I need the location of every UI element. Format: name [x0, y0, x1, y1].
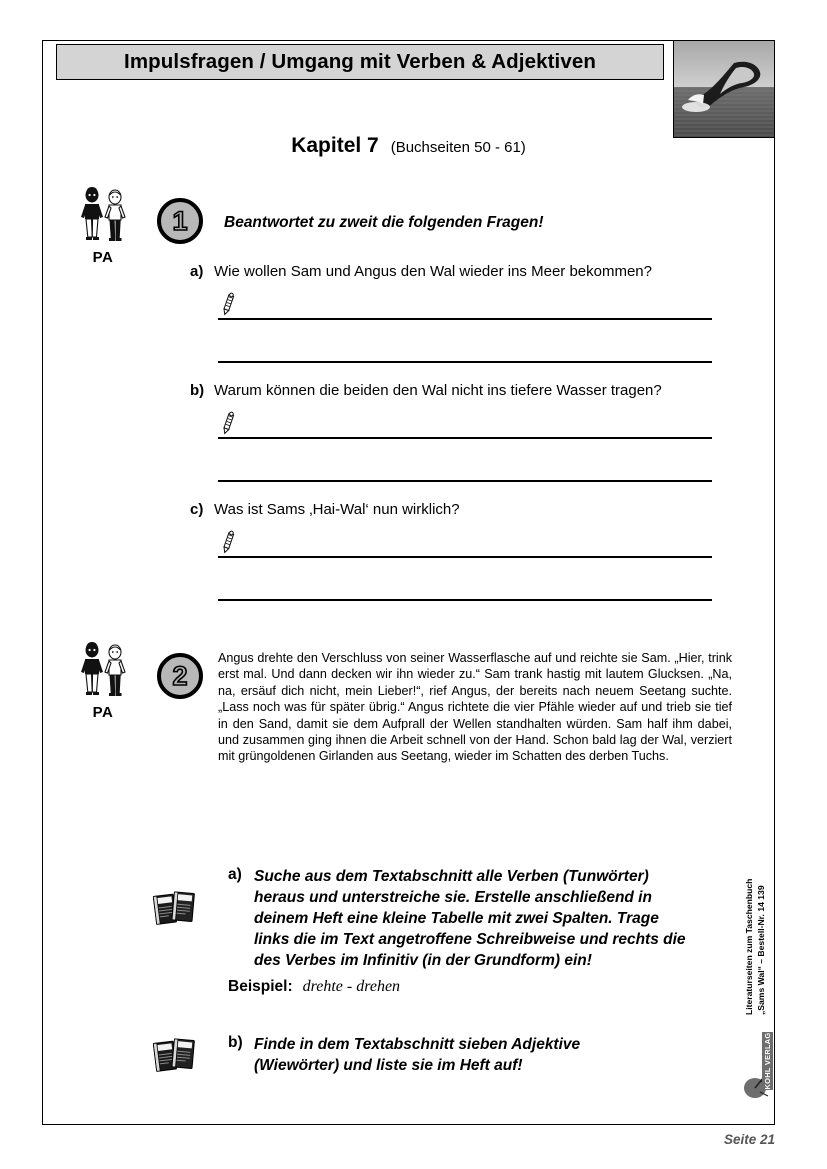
page-title: Impulsfragen / Umgang mit Verben & Adjektiven [124, 50, 596, 73]
partner-work-figures [75, 641, 131, 703]
task1-instruction: Beantwortet zu zweit die folgenden Fragen! [224, 214, 544, 231]
social-form-icon-task2 [72, 641, 134, 721]
subtask-text-b: Finde in dem Textabschnitt sieben Adjektive (Wiewörter) und liste sie im Heft auf! [254, 1036, 581, 1074]
pencil-icon-a [218, 292, 238, 318]
subtask-letter-a: a) [228, 866, 242, 883]
notebooks-icon-b [152, 1035, 198, 1077]
imprint-block [744, 855, 774, 1015]
question-row-c [190, 501, 730, 518]
social-form-label-task1: PA [92, 249, 114, 266]
chapter-pages: (Buchseiten 50 - 61) [390, 139, 526, 156]
question-text-c: Was ist Sams ‚Hai-Wal‘ nun wirklich? [214, 501, 460, 518]
pencil-icon-c [218, 530, 238, 556]
pencil-icon-graphic [218, 292, 238, 318]
whale-photo-graphic [674, 41, 774, 137]
question-letter-c: c) [190, 501, 204, 518]
breaching-whale-photo [673, 40, 775, 138]
question-text-b: Warum können die beiden den Wal nicht ins tiefere Wasser tragen? [214, 382, 662, 399]
subtask-letter-b: b) [228, 1034, 243, 1051]
two-people-partner-work-icon [75, 186, 131, 248]
reading-passage: Angus drehte den Verschluss von seiner Wasserflasche auf und reichte sie Sam. „Hier, trink erst mal. Und dann decken wir ihn wieder zu.“ Sam trank hastig mit lautem Glucksen. „Na, na, ersäuf dich nicht, mein Lieber!“, rief Angus, der bereits nach neuem Seetang suchte. „Lass noch was für später übrig.“ Angus richtete die vier Pfähle wieder auf und trieb sie tief in den Sand, damit sie dem Aufprall der Wellen standhalten würden. Sam half ihm dabei, und zusammen ging ihnen die Arbeit schnell von der Hand. Schon bald lag der Wal, verziert mit grüngoldenen Girlanden aus Seetang, wieder im Schatten des derben Tuchs. [218, 651, 732, 764]
pencil-icon-graphic [218, 411, 238, 437]
answer-line-c2[interactable] [218, 599, 712, 601]
imprint-text [744, 855, 767, 1015]
answer-line-a2[interactable] [218, 361, 712, 363]
publisher-name: KOHL VERLAG [763, 1032, 772, 1090]
page-number: Seite 21 [723, 1132, 775, 1147]
question-letter-b: b) [190, 382, 205, 399]
notebooks-icon-graphic [152, 1035, 198, 1077]
publisher-logo [742, 1020, 776, 1115]
notebooks-icon-a [152, 888, 198, 930]
social-form-icon-task1 [72, 186, 134, 266]
task-number-badge-1 [157, 198, 203, 244]
answer-line-b1[interactable] [218, 437, 712, 439]
subtask-row-b [228, 1034, 648, 1076]
chapter-heading [42, 134, 775, 158]
pencil-icon-graphic [218, 530, 238, 556]
example-row [228, 978, 400, 996]
example-value: drehte - drehen [302, 978, 401, 995]
partner-work-figures [75, 186, 131, 248]
task-number-2: 2 [172, 660, 188, 691]
subtask-row-a [228, 866, 698, 971]
notebooks-icon-graphic [152, 888, 198, 930]
social-form-label-task2: PA [92, 704, 114, 721]
answer-line-c1[interactable] [218, 556, 712, 558]
imprint-line-1: Literaturseiten zum Taschenbuch [744, 878, 754, 1015]
header-title-bar [56, 44, 664, 80]
subtask-text-a: Suche aus dem Textabschnitt alle Verben (Tunwörter) heraus und unterstreiche sie. Erstelle anschließend in deinem Heft eine kleine Tabelle mit zwei Spalten. Trage links die im Text angetroffene Schreibweise und rechts die des Verbes im Infinitiv (in der Grundform) ein! [254, 868, 686, 969]
task-number-1: 1 [172, 205, 188, 236]
question-text-a: Wie wollen Sam und Angus den Wal wieder ins Meer bekommen? [214, 263, 652, 280]
question-row-a [190, 263, 730, 280]
two-people-partner-work-icon [75, 641, 131, 703]
example-label: Beispiel: [228, 978, 293, 995]
question-letter-a: a) [190, 263, 204, 280]
pencil-icon-b [218, 411, 238, 437]
imprint-line-2: „Sams Wal“ – Bestell-Nr. 14 139 [755, 885, 766, 1015]
chapter-title: Kapitel 7 [291, 134, 379, 157]
answer-line-a1[interactable] [218, 318, 712, 320]
question-row-b [190, 382, 730, 399]
task-number-badge-2 [157, 653, 203, 699]
answer-line-b2[interactable] [218, 480, 712, 482]
